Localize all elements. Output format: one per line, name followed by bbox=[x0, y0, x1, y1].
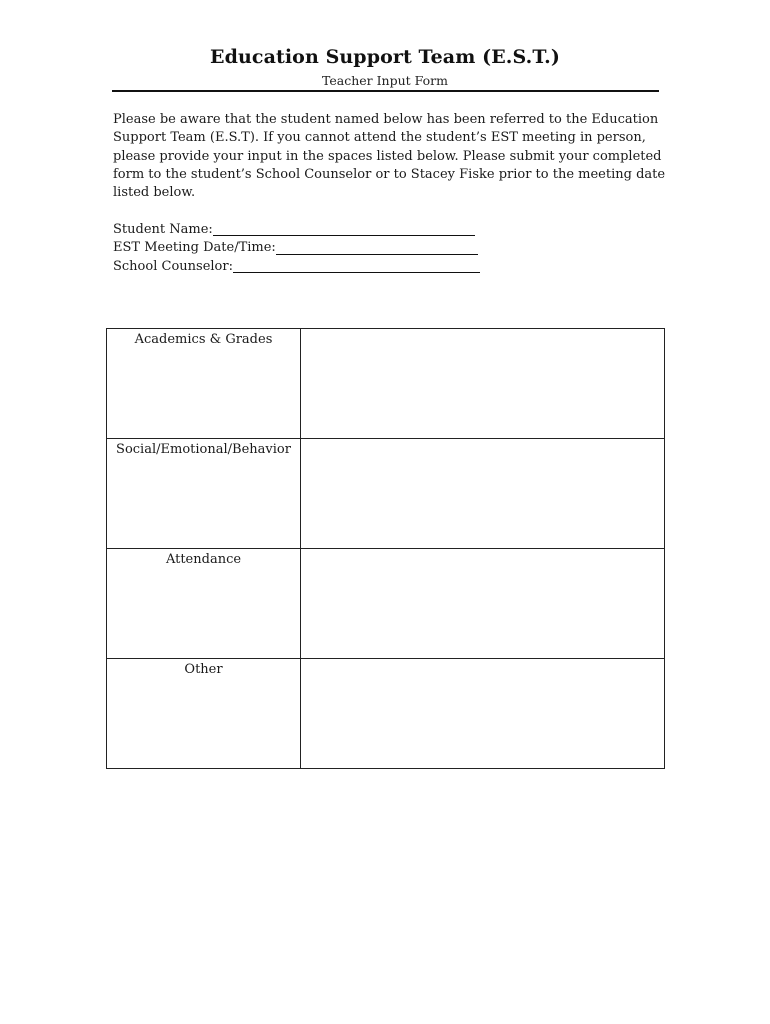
student-name-label: Student Name: bbox=[113, 222, 213, 237]
school-counselor-field[interactable] bbox=[233, 258, 480, 273]
other-label: Other bbox=[107, 659, 301, 769]
social-emotional-behavior-label: Social/Emotional/Behavior bbox=[107, 439, 301, 549]
student-name-row bbox=[113, 221, 480, 239]
page-subtitle: Teacher Input Form bbox=[322, 73, 448, 88]
other-input[interactable] bbox=[301, 659, 665, 769]
table-row bbox=[107, 439, 665, 549]
intro-line: form to the student’s School Counselor or to Stacey Fiske prior to the meeting date bbox=[113, 166, 666, 182]
attendance-label: Attendance bbox=[107, 549, 301, 659]
intro-line: Please be aware that the student named below has been referred to the Education bbox=[113, 112, 659, 127]
student-info-fields bbox=[113, 221, 480, 276]
page-title: Education Support Team (E.S.T.) bbox=[210, 46, 560, 68]
teacher-input-table bbox=[106, 328, 665, 769]
title-divider bbox=[112, 90, 659, 92]
academics-grades-label: Academics & Grades bbox=[107, 329, 301, 439]
school-counselor-row bbox=[113, 258, 480, 276]
intro-paragraph bbox=[113, 111, 673, 202]
student-name-field[interactable] bbox=[213, 221, 475, 236]
meeting-date-time-field[interactable] bbox=[276, 240, 478, 255]
meeting-date-time-row bbox=[113, 239, 480, 257]
academics-grades-input[interactable] bbox=[301, 329, 665, 439]
intro-line: Support Team (E.S.T). If you cannot attend the student’s EST meeting in person, bbox=[113, 130, 646, 146]
social-emotional-behavior-input[interactable] bbox=[301, 439, 665, 549]
intro-line: listed below. bbox=[113, 185, 196, 201]
meeting-date-time-label: EST Meeting Date/Time: bbox=[113, 240, 276, 256]
table-row bbox=[107, 659, 665, 769]
table-row bbox=[107, 329, 665, 439]
school-counselor-label: School Counselor: bbox=[113, 258, 233, 274]
table-row bbox=[107, 549, 665, 659]
intro-line: please provide your input in the spaces listed below. Please submit your completed bbox=[113, 148, 662, 164]
attendance-input[interactable] bbox=[301, 549, 665, 659]
